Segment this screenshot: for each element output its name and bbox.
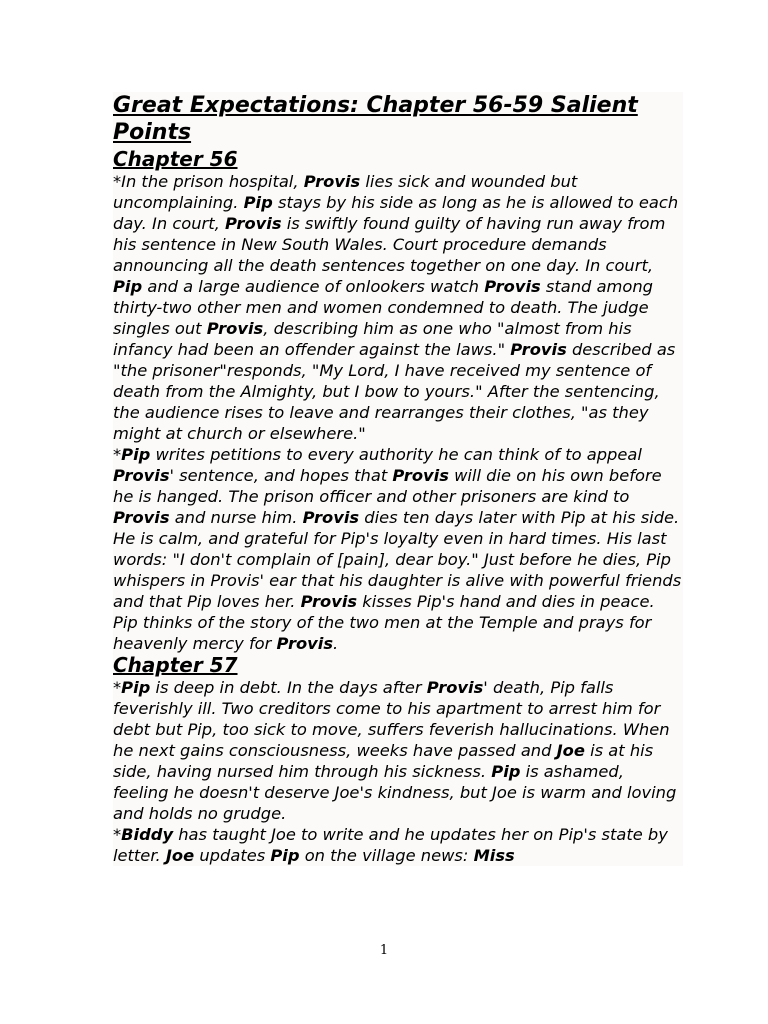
bold-name: Pip [121, 445, 151, 464]
text-run: updates [194, 846, 271, 865]
text-run: is ashamed, feeling he doesn't deserve Joe's kindness, but Joe is warm and loving and holds no grudge. [113, 762, 677, 823]
bold-name: Joe [556, 741, 585, 760]
chapter-57-paragraph-2 [113, 824, 683, 866]
bold-name: Miss [473, 846, 515, 865]
bold-name: Pip [270, 846, 300, 865]
text-run: *In the prison hospital, [113, 172, 304, 191]
bold-name: Provis [113, 466, 170, 485]
bold-name: Provis [206, 319, 264, 338]
text-run: and a large audience of onlookers watch [142, 277, 485, 296]
document-title: Great Expectations: Chapter 56-59 Salient Points [113, 93, 638, 145]
text-run: lies sick and wounded but uncomplaining. [113, 172, 578, 212]
chapter-56-heading: Chapter 56 [113, 147, 238, 171]
bold-name: Provis [426, 678, 484, 697]
text-run: will die on his own before he is hanged. The prison officer and other prisoners are kind to [113, 466, 662, 506]
document-content [113, 92, 683, 866]
text-run: has taught Joe to write and he updates her on Pip's state by letter. [113, 825, 668, 865]
text-run: , describing him as one who "almost from his infancy had been an offender against the laws." [113, 319, 632, 359]
text-run: described as "the prisoner"responds, "My Lord, I have received my sentence of death from the Almighty, but I bow to yours." After the sentencing, the audience rises to leave and rearranges their clothes, "as they might at church or elsewhere." [113, 340, 676, 443]
bold-name: Provis [510, 340, 567, 359]
text-run: ' sentence, and hopes that [169, 466, 393, 485]
text-run: ' death, Pip falls feverishly ill. Two creditors come to his apartment to arrest him for debt but Pip, too sick to move, suffers feverish hallucinations. When he next gains consciousness, weeks have passed and [113, 678, 670, 760]
chapter-56-paragraph-2 [113, 444, 683, 654]
chapter-57-heading: Chapter 57 [113, 653, 238, 677]
text-run: on the village news: [299, 846, 474, 865]
text-run: is at his side, having nursed him through his sickness. [113, 741, 654, 781]
text-run: is swiftly found guilty of having run away from his sentence in New South Wales. Court procedure demands announcing all the death sentences together on one day. In court, [113, 214, 666, 275]
text-run: is deep in debt. In the days after [150, 678, 427, 697]
text-run: * [113, 445, 122, 464]
bold-name: Provis [225, 214, 282, 233]
text-run: * [113, 678, 122, 697]
text-run: writes petitions to every authority he can think of to appeal [150, 445, 642, 464]
bold-name: Provis [113, 508, 170, 527]
bold-name: Pip [243, 193, 273, 212]
chapter-56-paragraph-1 [113, 171, 683, 444]
text-run: stand among thirty-two other men and women condemned to death. The judge singles out [113, 277, 654, 338]
bold-name: Provis [302, 508, 360, 527]
bold-name: Pip [121, 678, 151, 697]
bold-name: Provis [392, 466, 449, 485]
text-run: stays by his side as long as he is allowed to each day. In court, [113, 193, 679, 233]
text-run: and nurse him. [169, 508, 303, 527]
bold-name: Provis [484, 277, 541, 296]
text-run: dies ten days later with Pip at his side. He is calm, and grateful for Pip's loyalty even in hard times. His last words: "I don't complain of [pain], dear boy." Just before he dies, Pip whispers in Provis' ear that his daughter is alive with powerful friends and that Pip loves her. [113, 508, 682, 611]
text-run: * [113, 825, 122, 844]
bold-name: Provis [276, 634, 334, 653]
bold-name: Biddy [121, 825, 174, 844]
text-run: . [333, 634, 339, 653]
bold-name: Provis [300, 592, 358, 611]
page-number: 1 [379, 943, 389, 958]
text-run: kisses Pip's hand and dies in peace. Pip thinks of the story of the two men at the Temple and prays for heavenly mercy for [113, 592, 655, 653]
bold-name: Pip [491, 762, 521, 781]
bold-name: Joe [165, 846, 195, 865]
bold-name: Provis [303, 172, 361, 191]
chapter-57-paragraph-1 [113, 677, 683, 824]
bold-name: Pip [113, 277, 143, 296]
